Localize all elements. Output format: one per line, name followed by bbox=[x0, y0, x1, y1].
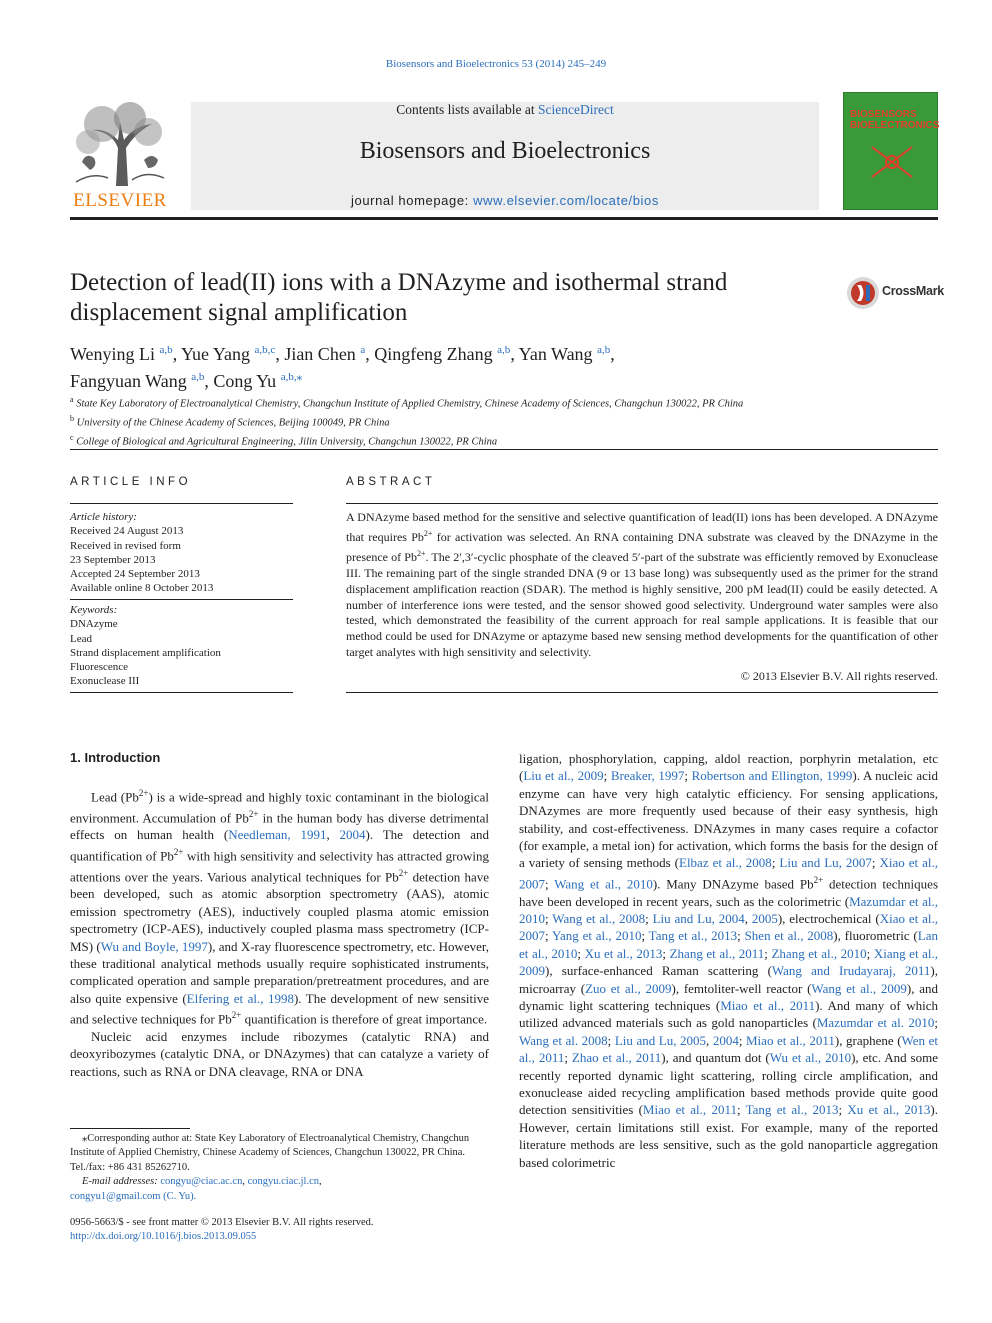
homepage-line bbox=[191, 193, 819, 208]
author-affiliation-mark[interactable]: a,b bbox=[191, 371, 205, 383]
article-history bbox=[70, 510, 294, 596]
contents-line bbox=[191, 102, 819, 118]
text-segment: ; bbox=[564, 1050, 572, 1066]
citation-link[interactable]: Liu and Lu, 2007 bbox=[779, 855, 872, 871]
keyword-item: DNAzyme bbox=[70, 618, 118, 631]
citation-link[interactable]: Wu et al., 2010 bbox=[769, 1050, 852, 1066]
text-segment: ; bbox=[577, 945, 585, 961]
citation-link[interactable]: Wang et al., 2009 bbox=[811, 980, 907, 996]
text-segment: quantification is therefore of great importance. bbox=[241, 1011, 488, 1027]
section-rule bbox=[70, 449, 938, 450]
author-name: Fangyuan Wang bbox=[70, 371, 192, 391]
text-segment: ; bbox=[838, 1102, 848, 1118]
text-segment: ; bbox=[684, 768, 692, 784]
text-segment: ), and quantum dot ( bbox=[661, 1050, 770, 1066]
citation-link[interactable]: Xu et al., 2013 bbox=[584, 945, 663, 961]
masthead-box bbox=[191, 102, 819, 210]
text-segment: ; bbox=[871, 855, 880, 871]
citation-link[interactable]: Xu et al., 2013 bbox=[847, 1102, 931, 1118]
text-segment: ), femtoliter-well reactor ( bbox=[671, 980, 812, 996]
keywords bbox=[70, 603, 294, 689]
introduction-heading: 1. Introduction bbox=[70, 750, 161, 765]
affiliation-text: University of the Chinese Academy of Sciences, Beijing 100049, PR China bbox=[74, 417, 390, 429]
email-label: E-mail addresses: bbox=[82, 1176, 161, 1188]
history-label: Article history: bbox=[70, 511, 137, 523]
charge-superscript: 2+ bbox=[423, 528, 433, 538]
text-segment: ). And many of which utilized advanced materials such as gold nanoparticles ( bbox=[519, 998, 938, 1031]
affiliation bbox=[70, 431, 930, 450]
citation-link[interactable]: Yang et al., 2010 bbox=[551, 928, 642, 944]
text-segment: Lead (Pb bbox=[91, 789, 139, 805]
issn-line: 0956-5663/$ - see front matter © 2013 Elsevier B.V. All rights reserved. bbox=[70, 1217, 374, 1228]
abstract-segment: A DNAzyme based method for the sensitive and selective quantification of lead(II) ions has been developed. A DNAzyme that requires Pb bbox=[346, 510, 938, 544]
homepage-link[interactable]: www.elsevier.com/locate/bios bbox=[473, 193, 659, 208]
citation-link[interactable]: Tang et al., 2013 bbox=[745, 1102, 839, 1118]
citation-link[interactable]: Xiao et al., 2007 bbox=[519, 910, 939, 944]
right-column bbox=[519, 750, 938, 1171]
text-segment: ; bbox=[545, 928, 552, 944]
citation-link[interactable]: Mazumdar et al., 2010 bbox=[519, 893, 938, 926]
text-segment: ), graphene ( bbox=[834, 1032, 902, 1048]
front-matter-footer bbox=[70, 1216, 489, 1245]
text-segment: , bbox=[744, 910, 752, 926]
text-segment: ; bbox=[737, 928, 745, 944]
keywords-label: Keywords: bbox=[70, 604, 118, 616]
author-affiliation-mark[interactable]: a,b bbox=[597, 344, 611, 356]
text-segment: with high sensitivity and selectivity has attracted growing attentions over the years. Various analytical techniques for Pb bbox=[70, 848, 489, 884]
affiliation-text: State Key Laboratory of Electroanalytical Chemistry, Changchun Institute of Applied Chemistry, Chinese Academy of Sciences, Changchun 130022, PR China bbox=[73, 398, 744, 410]
citation-link[interactable]: Robertson and Ellington, 1999 bbox=[691, 768, 853, 784]
author-affiliation-mark[interactable]: a,b bbox=[159, 344, 173, 356]
text-segment: in the human body has diverse detrimental effects on human health ( bbox=[70, 810, 489, 843]
article-info-rule bbox=[70, 503, 293, 504]
author-affiliation-mark[interactable]: a bbox=[360, 344, 366, 356]
affiliation-mark: b bbox=[70, 414, 74, 423]
text-segment: ). The development of new sensitive and selective techniques for Pb bbox=[70, 990, 489, 1027]
author-separator: , bbox=[510, 344, 519, 364]
text-segment: ), etc. And some recently reported dynamic light scattering, rolling circle amplification, and exonuclease aided recycling amplification based methods provide quite good detection sensitivities ( bbox=[519, 1050, 938, 1118]
text-segment: ), electrochemical ( bbox=[777, 910, 880, 926]
author-separator: , bbox=[204, 371, 214, 391]
crossmark-label: CrossMark bbox=[882, 284, 944, 298]
text-segment: detection have been developed, such as atomic absorption spectrometry (AAS), atomic emission spectrometry (AES), inductively coupled plasma atomic emission spectrometry (ICP-AES), inductively coupled plasma mass spectrometry (ICP-MS) ( bbox=[70, 868, 490, 954]
citation-link[interactable]: Breaker, 1997 bbox=[610, 768, 685, 784]
article-info-end-rule bbox=[70, 692, 293, 693]
author-list bbox=[70, 339, 930, 393]
history-items bbox=[70, 524, 294, 595]
email-addresses bbox=[70, 1175, 489, 1189]
citation-link[interactable]: Liu and Lu, 2004 bbox=[652, 910, 745, 926]
email-link-2[interactable]: congyu.ciac.jl.cn bbox=[247, 1176, 320, 1188]
citation-link[interactable]: Shen et al., 2008 bbox=[744, 928, 834, 944]
citation-link[interactable]: Miao et al., 2011 bbox=[642, 1102, 737, 1118]
text-segment: ; bbox=[934, 1015, 939, 1031]
keyword-item: Strand displacement amplification bbox=[70, 646, 221, 659]
citation-link[interactable]: Miao et al., 2011 bbox=[720, 998, 816, 1014]
citation-link[interactable]: Wang et al. 2008 bbox=[519, 1032, 608, 1048]
charge-superscript: 2+ bbox=[173, 846, 184, 857]
article-info-heading: ARTICLE INFO bbox=[70, 476, 192, 488]
text-segment: , bbox=[706, 1032, 713, 1048]
affiliation-mark: a bbox=[70, 395, 74, 404]
doi-link[interactable]: http://dx.doi.org/10.1016/j.bios.2013.09.055 bbox=[70, 1231, 257, 1243]
citation-link[interactable]: Wu and Boyle, 1997 bbox=[100, 938, 208, 954]
crossmark-icon bbox=[846, 276, 880, 310]
citation-link[interactable]: Xiang et al., 2009 bbox=[519, 945, 939, 979]
author-separator: , bbox=[610, 344, 615, 364]
text-segment: ; bbox=[641, 928, 649, 944]
abstract-segment: . The 2′,3′-cyclic phosphate of the cleaved 5′-part of the substrate was efficiently removed by Exonuclease III. The remaining part of the single stranded DNA (9 or 13 base long) was subsequently used as the primer for the strand displacement amplification reaction (SDAR). The method is highly sensitive, 200 pM lead(II) could be easily detected. A number of interference ions were tested, and the sensor showed good selectivity. Underground water samples were also tested, which demonstrated the feasibility of the current approach for real sample applications. It is feasible that our method could be used for DNAzyme or aptazyme based new sensing method developments for the quantification of other target analytes with high sensitivity and selectivity. bbox=[346, 549, 939, 660]
author-name: Yue Yang bbox=[181, 344, 255, 364]
journal-masthead bbox=[70, 92, 938, 212]
cover-title: BIOSENSORS BIOELECTRONICS bbox=[850, 109, 940, 131]
intro-paragraph-2: Nucleic acid enzymes include ribozymes (catalytic RNA) and deoxyribozymes (catalytic DNA, or DNAzymes) that can catalyze a variety of reactions, such as RNA or DNA cleavage, RNA or DNA bbox=[70, 1028, 489, 1079]
author-separator: , bbox=[275, 344, 285, 364]
citation-link[interactable]: Zuo et al., 2009 bbox=[585, 980, 672, 996]
corresponding-author-footnote bbox=[70, 1132, 489, 1204]
left-column bbox=[70, 785, 489, 1080]
history-item: Received 24 August 2013 bbox=[70, 525, 184, 538]
charge-superscript: 2+ bbox=[231, 1010, 242, 1021]
contents-prefix: Contents lists available at bbox=[396, 102, 538, 117]
text-segment: ; bbox=[603, 768, 611, 784]
abstract-segment: for activation was selected. An RNA containing DNA substrate was cleaved by the DNAzyme in the presence of Pb bbox=[346, 529, 938, 564]
text-segment: ; bbox=[645, 910, 653, 926]
citation-link[interactable]: Mazumdar et al. 2010 bbox=[816, 1015, 935, 1031]
author-name: Cong Yu bbox=[213, 371, 281, 391]
email-link-3[interactable]: congyu1@gmail.com (C. Yu). bbox=[70, 1190, 197, 1202]
article-title: Detection of lead(II) ions with a DNAzyme and isothermal strand displacement signal amplification bbox=[70, 269, 728, 326]
sciencedirect-link[interactable]: ScienceDirect bbox=[538, 102, 614, 117]
history-item: Accepted 24 September 2013 bbox=[70, 568, 200, 581]
text-segment: ; bbox=[736, 1102, 746, 1118]
affiliation bbox=[70, 393, 930, 412]
author-separator: , bbox=[172, 344, 182, 364]
author-affiliation-mark[interactable]: a,b,c bbox=[254, 344, 276, 356]
text-segment: ; bbox=[607, 1032, 615, 1048]
text-segment: ; bbox=[545, 876, 555, 892]
citation-link[interactable]: Zhang et al., 2010 bbox=[771, 945, 867, 961]
author-name: Qingfeng Zhang bbox=[374, 344, 498, 364]
text-segment: ). The detection and quantification of Pb bbox=[70, 827, 489, 864]
journal-name[interactable]: Biosensors and Bioelectronics bbox=[359, 138, 651, 164]
abstract-rule bbox=[346, 503, 938, 504]
citation-link[interactable]: Wang and Irudayaraj, 2011 bbox=[771, 963, 931, 979]
citation-link[interactable]: Zhang et al., 2011 bbox=[669, 945, 765, 961]
crossmark-badge[interactable] bbox=[846, 276, 946, 310]
citation-link[interactable]: Elbaz et al., 2008 bbox=[679, 855, 772, 871]
citation-link[interactable]: Tang et al., 2013 bbox=[648, 928, 738, 944]
affiliation-text: College of Biological and Agricultural Engineering, Jilin University, Changchun 130022, PR China bbox=[73, 436, 498, 448]
author-affiliation-mark[interactable]: a,b bbox=[497, 344, 511, 356]
citation-link[interactable]: Wen et al., 2011 bbox=[519, 1032, 938, 1066]
keyword-item: Lead bbox=[70, 632, 92, 645]
citation-link[interactable]: 2004 bbox=[712, 1032, 739, 1048]
text-segment: ), and X-ray fluorescence spectrometry, etc. However, these traditional analytical methods usually require sophisticated instruments, complicated operation and sample preparation/pretreatment procedures, and are also quite expensive ( bbox=[70, 938, 489, 1006]
text-segment: ), and dynamic light scattering techniques ( bbox=[519, 980, 938, 1014]
charge-superscript: 2+ bbox=[813, 874, 824, 885]
elsevier-logo[interactable] bbox=[70, 102, 170, 212]
citation-link[interactable]: 2005 bbox=[751, 910, 778, 926]
text-segment: ; bbox=[738, 1032, 746, 1048]
text-segment: detection techniques have been developed in recent years, such as the colorimetric ( bbox=[519, 876, 939, 909]
intro-paragraph-continued bbox=[519, 750, 938, 1171]
affiliation bbox=[70, 412, 930, 431]
text-segment: ; bbox=[771, 855, 780, 871]
citation-link[interactable]: Needleman, 1991 bbox=[228, 827, 327, 843]
keyword-item: Fluorescence bbox=[70, 661, 129, 674]
text-segment: ), surface-enhanced Raman scattering ( bbox=[545, 963, 772, 979]
elsevier-tree-icon bbox=[72, 102, 168, 186]
author-name: Wenying Li bbox=[70, 344, 160, 364]
charge-superscript: 2+ bbox=[138, 788, 149, 798]
text-segment: ). However, certain limitations still exist. For example, many of the reported literature methods are less sensitive, such as the gold nanoparticle aggregation based colorimetric bbox=[519, 1102, 938, 1170]
charge-superscript: 2+ bbox=[416, 548, 426, 558]
keyword-items bbox=[70, 617, 294, 688]
author-name: Yan Wang bbox=[518, 344, 598, 364]
masthead-rule bbox=[70, 217, 938, 220]
citation-link[interactable]: Liu et al., 2009 bbox=[523, 768, 604, 784]
text-segment: ; bbox=[866, 945, 874, 961]
citation-link[interactable]: Wang et al., 2008 bbox=[552, 910, 646, 926]
cover-molecule-icon bbox=[862, 137, 922, 187]
journal-cover[interactable] bbox=[843, 92, 938, 210]
elsevier-wordmark: ELSEVIER bbox=[73, 190, 167, 211]
affiliation-list bbox=[70, 393, 930, 450]
text-segment: , bbox=[326, 827, 340, 843]
text-segment: ) is a wide-spread and highly toxic contaminant in the biological environment. Accumulation of Pb bbox=[70, 789, 490, 826]
running-head[interactable]: Biosensors and Bioelectronics 53 (2014) 245–249 bbox=[385, 58, 607, 70]
text-segment: ), microarray ( bbox=[519, 963, 938, 996]
abstract-end-rule bbox=[346, 692, 938, 693]
footnote-rule bbox=[70, 1128, 190, 1129]
text-segment: ligation, phosphorylation, capping, aldol reaction, porphyrin metalation, etc ( bbox=[519, 751, 938, 784]
text-segment: ; bbox=[764, 945, 772, 961]
author-name: Jian Chen bbox=[284, 344, 361, 364]
citation-link[interactable]: Xiao et al., 2007 bbox=[519, 855, 939, 892]
history-item: Available online 8 October 2013 bbox=[70, 582, 214, 595]
email-sep-1: , bbox=[242, 1176, 248, 1188]
email-link-1[interactable]: congyu@ciac.ac.cn bbox=[160, 1176, 243, 1188]
charge-superscript: 2+ bbox=[398, 867, 409, 878]
charge-superscript: 2+ bbox=[248, 808, 259, 819]
citation-link[interactable]: Zhao et al., 2011 bbox=[571, 1050, 662, 1066]
history-item: 23 September 2013 bbox=[70, 553, 156, 566]
abstract-heading: ABSTRACT bbox=[346, 476, 436, 488]
citation-link[interactable]: Liu and Lu, 2005 bbox=[614, 1032, 707, 1048]
citation-link[interactable]: Elfering et al., 1998 bbox=[186, 990, 294, 1006]
corresponding-author: ⁎Corresponding author at: State Key Laboratory of Electroanalytical Chemistry, Changchun Institute of Applied Chemistry, Chinese Academy of Sciences, Changchun 130022, PR China. Tel./fax: +86 431 85262710. bbox=[70, 1133, 470, 1173]
text-segment: ; bbox=[662, 945, 670, 961]
copyright-notice: © 2013 Elsevier B.V. All rights reserved. bbox=[740, 669, 938, 683]
text-segment: ). Many DNAzyme based Pb bbox=[652, 876, 814, 892]
affiliation-mark: c bbox=[70, 433, 74, 442]
citation-link[interactable]: Miao et al., 2011 bbox=[746, 1032, 835, 1048]
author-affiliation-mark[interactable]: a,b,⁎ bbox=[280, 371, 303, 383]
history-item: Received in revised form bbox=[70, 539, 181, 552]
text-segment: ; bbox=[545, 910, 553, 926]
text-segment: ). A nucleic acid enzyme can have very high catalytic efficiency. For sensing applications, DNAzymes are more frequently used because of their easy synthesis, high stability, and cost-effectiveness. DNAzymes in many cases require a cofactor (for example, a metal ion) for activation, which forms the basis for the design of a variety of sensing methods ( bbox=[519, 768, 938, 871]
keyword-item: Exonuclease III bbox=[70, 675, 140, 688]
citation-link[interactable]: Wang et al., 2010 bbox=[554, 876, 653, 892]
homepage-prefix: journal homepage: bbox=[351, 193, 474, 208]
keywords-rule bbox=[70, 599, 293, 600]
intro-paragraph-1 bbox=[70, 785, 489, 1028]
citation-link[interactable]: Lan et al., 2010 bbox=[519, 928, 938, 961]
author-separator: , bbox=[365, 344, 375, 364]
text-segment: ), fluorometric ( bbox=[833, 928, 918, 944]
abstract-text bbox=[346, 510, 938, 661]
citation-link[interactable]: 2004 bbox=[339, 827, 366, 843]
email-sep-2: , bbox=[319, 1176, 322, 1188]
